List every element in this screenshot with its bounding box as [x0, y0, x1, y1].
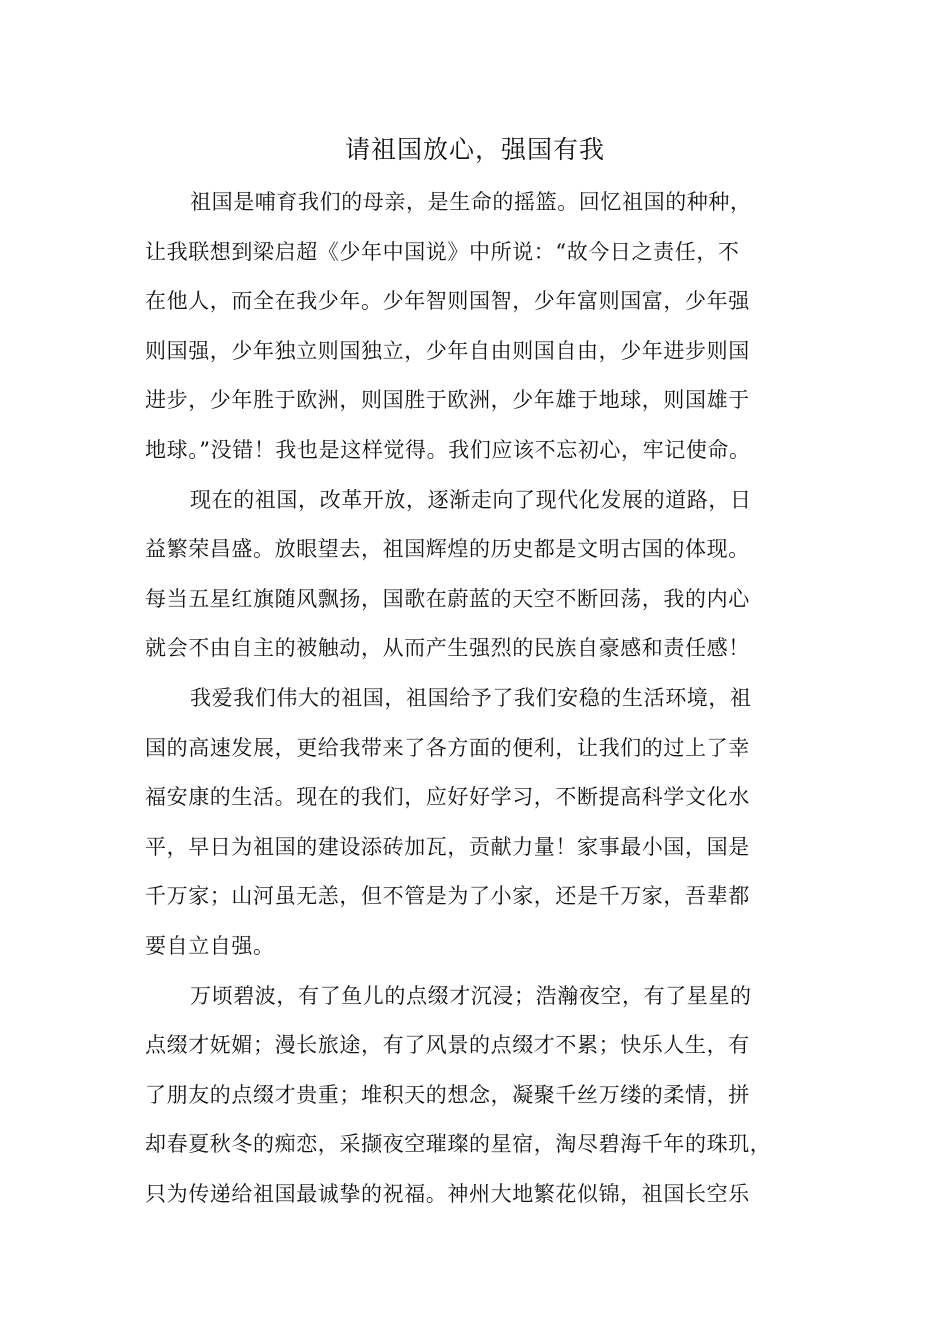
paragraph	[145, 972, 830, 1220]
paragraph	[145, 674, 830, 972]
text-line: 让我联想到梁启超《少年中国说》中所说：“故今日之责任，不	[145, 239, 740, 264]
document-title: 请祖国放心，强国有我	[344, 135, 605, 164]
text-line: 国的高速发展，更给我带来了各方面的便利，让我们的过上了幸	[145, 735, 750, 760]
text-line: 在他人，而全在我少年。少年智则国智，少年富则国富，少年强	[145, 289, 750, 314]
paragraph	[145, 476, 830, 674]
paragraph	[145, 178, 830, 476]
text-line: 就会不由自主的被触动，从而产生强烈的民族自豪感和责任感！	[145, 636, 750, 661]
text-line: 祖国是哺育我们的母亲，是生命的摇篮。回忆祖国的种种，	[190, 190, 752, 214]
text-line: 却春夏秋冬的痴恋，采撷夜空璀璨的星宿，淘尽碧海千年的珠玑，	[145, 1132, 772, 1157]
text-line: 万顷碧波，有了鱼儿的点缀才沉浸；浩瀚夜空，有了星星的	[190, 983, 752, 1008]
text-line: 福安康的生活。现在的我们，应好好学习，不断提高科学文化水	[145, 785, 750, 810]
text-line: 进步，少年胜于欧洲，则国胜于欧洲，少年雄于地球，则国雄于	[145, 388, 750, 413]
text-line: 地球。”没错！我也是这样觉得。我们应该不忘初心，牢记使命。	[145, 437, 751, 462]
text-line: 了朋友的点缀才贵重；堆积天的想念，凝聚千丝万缕的柔情，拼	[145, 1082, 750, 1107]
text-line: 每当五星红旗随风飘扬，国歌在蔚蓝的天空不断回荡，我的内心	[145, 586, 750, 611]
text-line: 我爱我们伟大的祖国，祖国给予了我们安稳的生活环境，祖	[190, 685, 752, 710]
text-line: 则国强，少年独立则国独立，少年自由则国自由，少年进步则国	[145, 338, 750, 363]
text-line: 只为传递给祖国最诚挚的祝福。神州大地繁花似锦，祖国长空乐	[145, 1181, 750, 1206]
text-line: 现在的祖国，改革开放，逐渐走向了现代化发展的道路，日	[190, 487, 752, 512]
text-line: 要自立自强。	[145, 933, 275, 958]
text-line: 点缀才妩媚；漫长旅途，有了风景的点缀才不累；快乐人生，有	[145, 1033, 750, 1058]
text-line: 益繁荣昌盛。放眼望去，祖国辉煌的历史都是文明古国的体现。	[145, 537, 750, 562]
document-body	[145, 178, 830, 1219]
text-line: 千万家；山河虽无恙，但不管是为了小家，还是千万家，吾辈都	[145, 884, 750, 909]
text-line: 平，早日为祖国的建设添砖加瓦，贡献力量！家事最小国，国是	[145, 834, 750, 859]
